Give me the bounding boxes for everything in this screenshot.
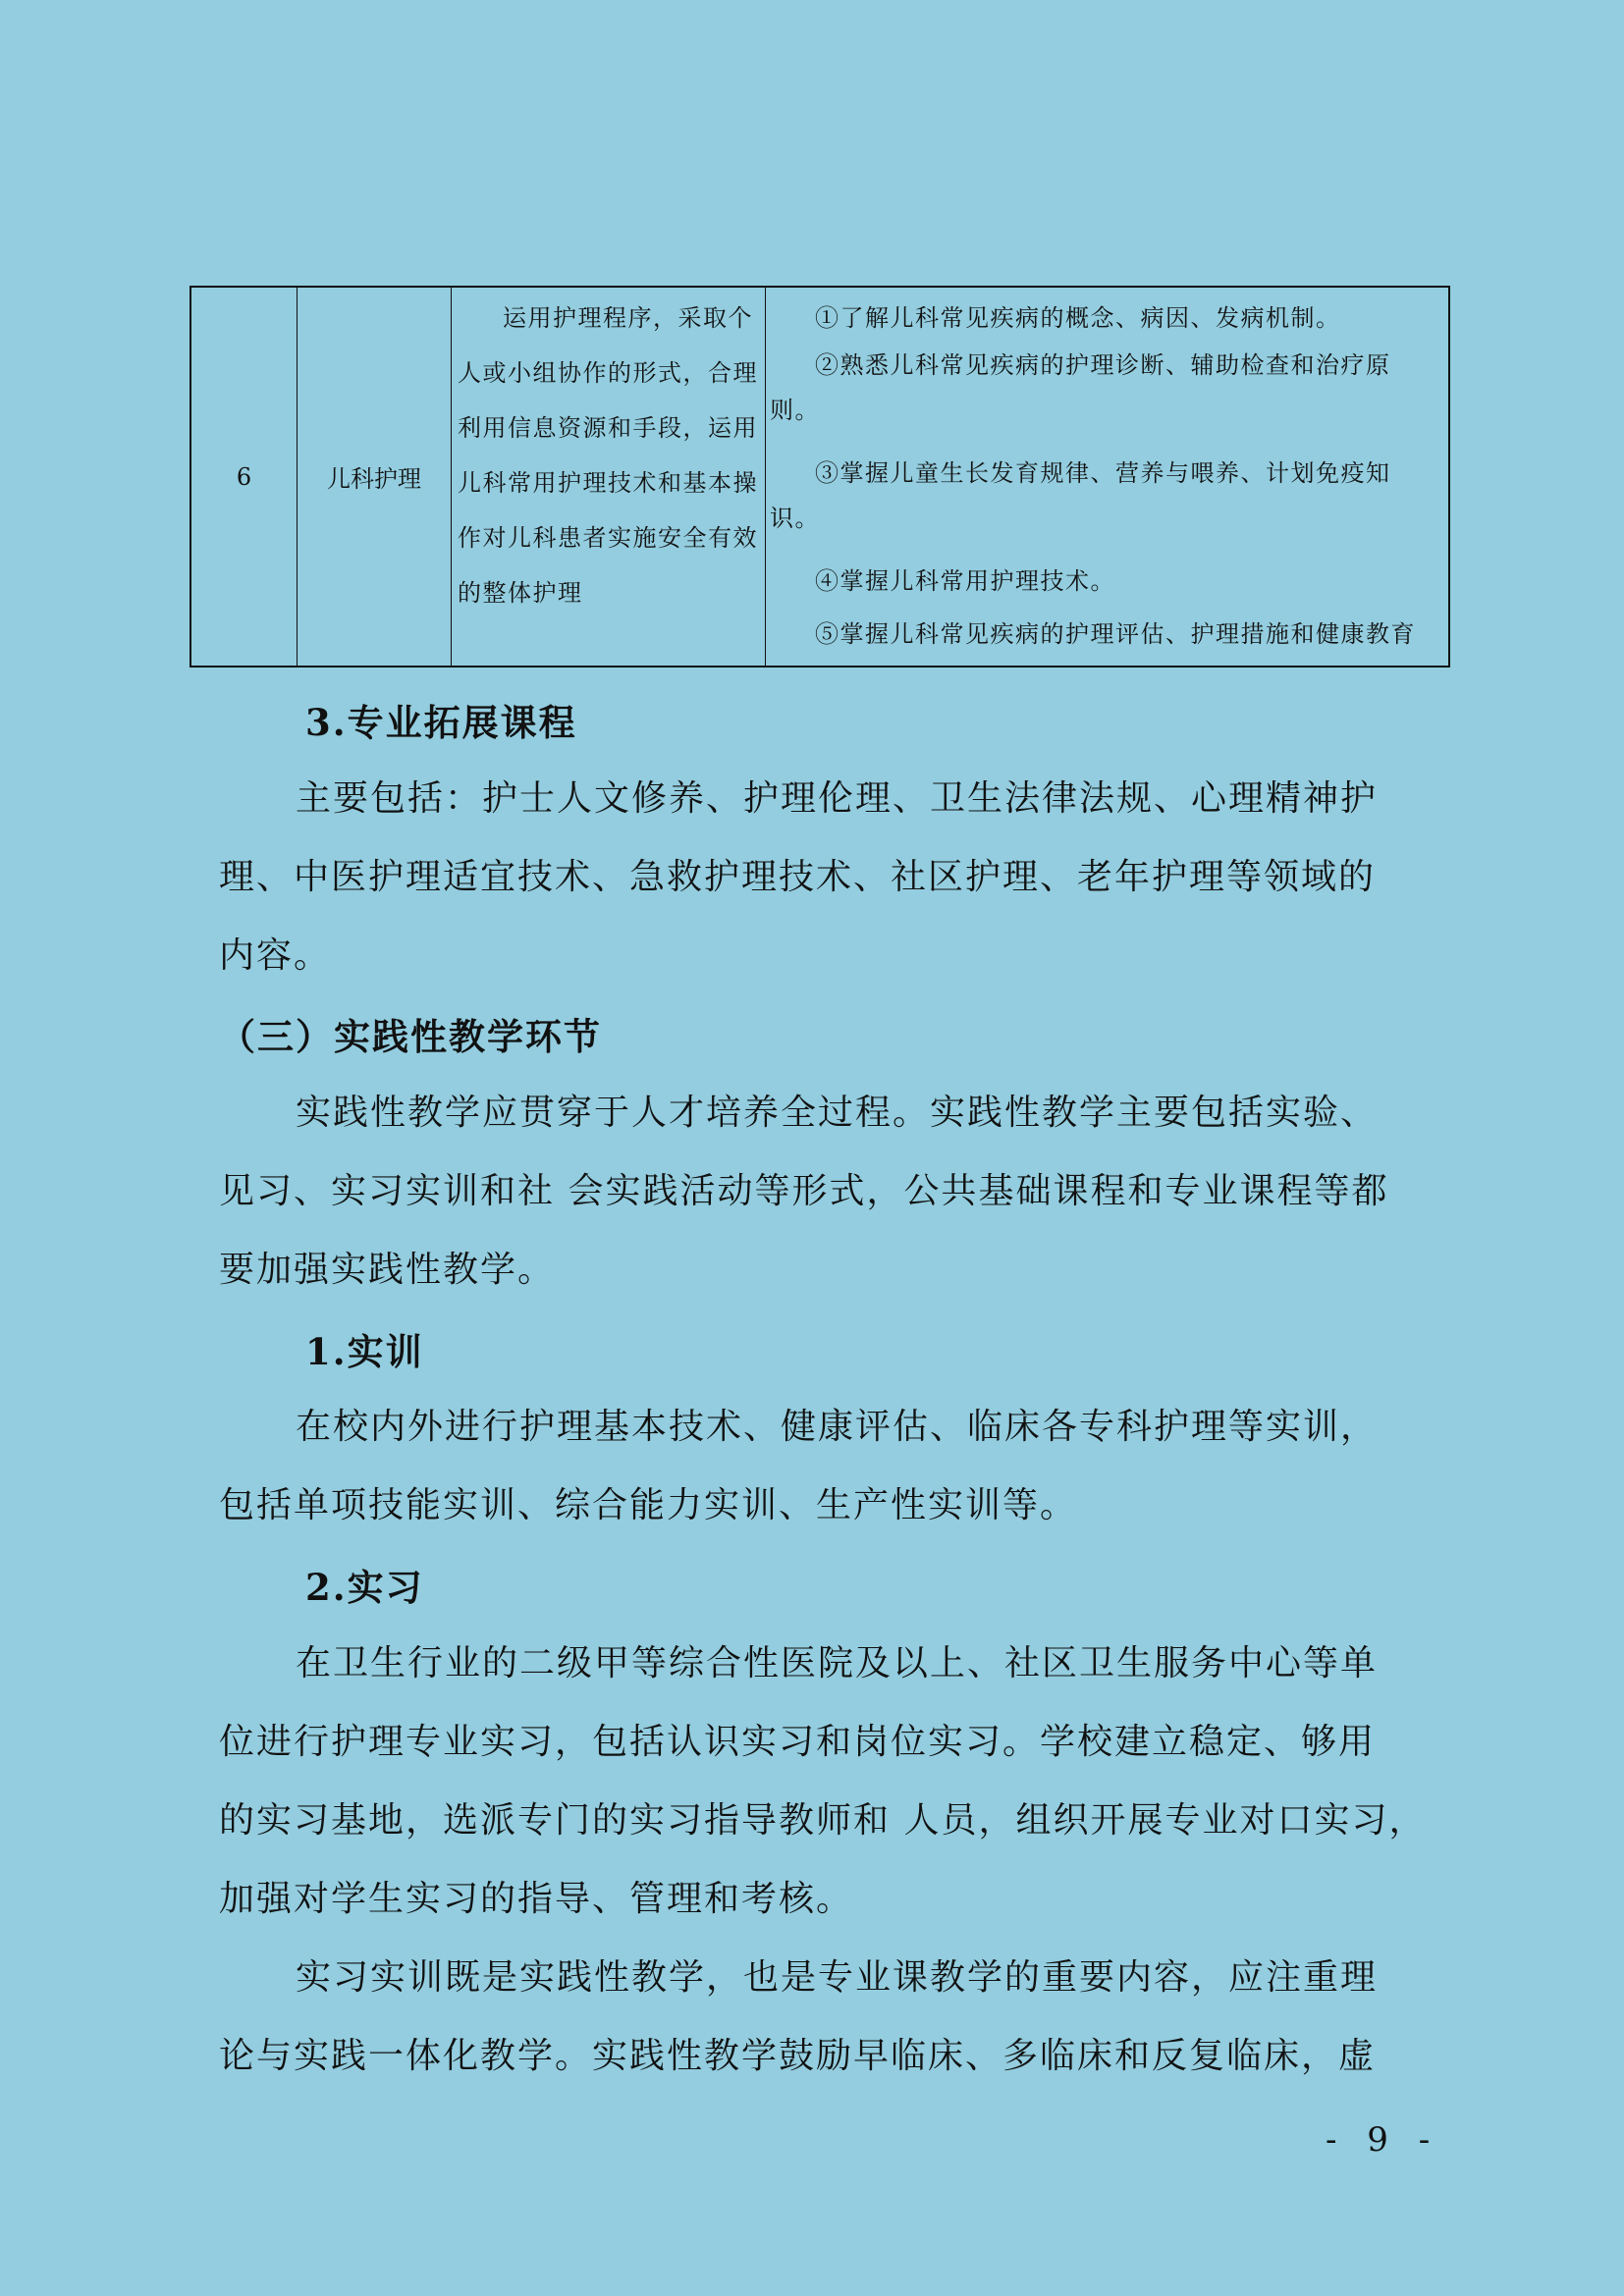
course-content-cell xyxy=(766,288,1448,666)
text-line: 理、中医护理适宜技术、急救护理技术、社区护理、老年护理等领域的 xyxy=(219,857,1377,897)
section-heading-practice: （三）实践性教学环节 xyxy=(219,1015,602,1058)
text-line: 要加强实践性教学。 xyxy=(219,1250,556,1290)
content-line: 识。 xyxy=(770,505,820,532)
row-number-cell xyxy=(191,288,298,666)
content-line: ①了解儿科常见疾病的概念、病因、发病机制。 xyxy=(815,304,1341,332)
section-heading-training: 1.实训 xyxy=(305,1330,424,1373)
goal-line: 人或小组协作的形式，合理 xyxy=(458,359,758,387)
text-line: 见习、实习实训和社 会实践活动等形式，公共基础课程和专业课程等都 xyxy=(219,1171,1389,1211)
text-line: 内容。 xyxy=(219,935,332,976)
course-name-cell xyxy=(298,288,452,666)
section-heading-extension-courses: 3.专业拓展课程 xyxy=(305,701,577,744)
page-number: - 9 - xyxy=(1326,2120,1440,2160)
text-line: 包括单项技能实训、综合能力实训、生产性实训等。 xyxy=(219,1485,1078,1525)
goal-line: 儿科常用护理技术和基本操 xyxy=(458,469,758,497)
content-line: 则。 xyxy=(770,397,820,424)
paragraph-extension-courses xyxy=(219,760,1436,995)
paragraph-training xyxy=(219,1388,1436,1545)
goal-line: 作对儿科患者实施安全有效 xyxy=(458,524,758,552)
paragraph-practice xyxy=(219,1074,1436,1309)
text-line: 在卫生行业的二级甲等综合性医院及以上、社区卫生服务中心等单 xyxy=(296,1643,1379,1683)
goal-line: 的整体护理 xyxy=(458,579,583,607)
text-line: 主要包括：护士人文修养、护理伦理、卫生法律法规、心理精神护 xyxy=(296,778,1379,819)
content-line: ④掌握儿科常用护理技术。 xyxy=(815,567,1115,595)
content-line: ⑤掌握儿科常见疾病的护理评估、护理措施和健康教育 xyxy=(815,620,1416,648)
content-line: ②熟悉儿科常见疾病的护理诊断、辅助检查和治疗原 xyxy=(815,351,1391,379)
section-heading-internship: 2.实习 xyxy=(305,1566,424,1609)
course-goal-cell xyxy=(452,288,766,666)
course-table xyxy=(189,286,1450,667)
row-number: 6 xyxy=(236,462,252,491)
paragraph-internship xyxy=(219,1625,1436,2096)
text-line: 在校内外进行护理基本技术、健康评估、临床各专科护理等实训， xyxy=(296,1407,1379,1447)
text-line: 论与实践一体化教学。实践性教学鼓励早临床、多临床和反复临床，虚 xyxy=(219,2036,1377,2076)
text-line: 的实习基地，选派专门的实习指导教师和 人员，组织开展专业对口实习， xyxy=(219,1800,1427,1841)
text-line: 实践性教学应贯穿于人才培养全过程。实践性教学主要包括实验、 xyxy=(296,1093,1379,1133)
course-name: 儿科护理 xyxy=(327,465,421,493)
text-line: 加强对学生实习的指导、管理和考核。 xyxy=(219,1879,854,1919)
text-line: 位进行护理专业实习，包括认识实习和岗位实习。学校建立稳定、够用 xyxy=(219,1722,1377,1762)
content-line: ③掌握儿童生长发育规律、营养与喂养、计划免疫知 xyxy=(815,459,1391,487)
goal-line: 利用信息资源和手段，运用 xyxy=(458,414,758,442)
text-line: 实习实训既是实践性教学，也是专业课教学的重要内容，应注重理 xyxy=(296,1957,1379,1998)
goal-line: 运用护理程序，采取个 xyxy=(503,304,753,332)
